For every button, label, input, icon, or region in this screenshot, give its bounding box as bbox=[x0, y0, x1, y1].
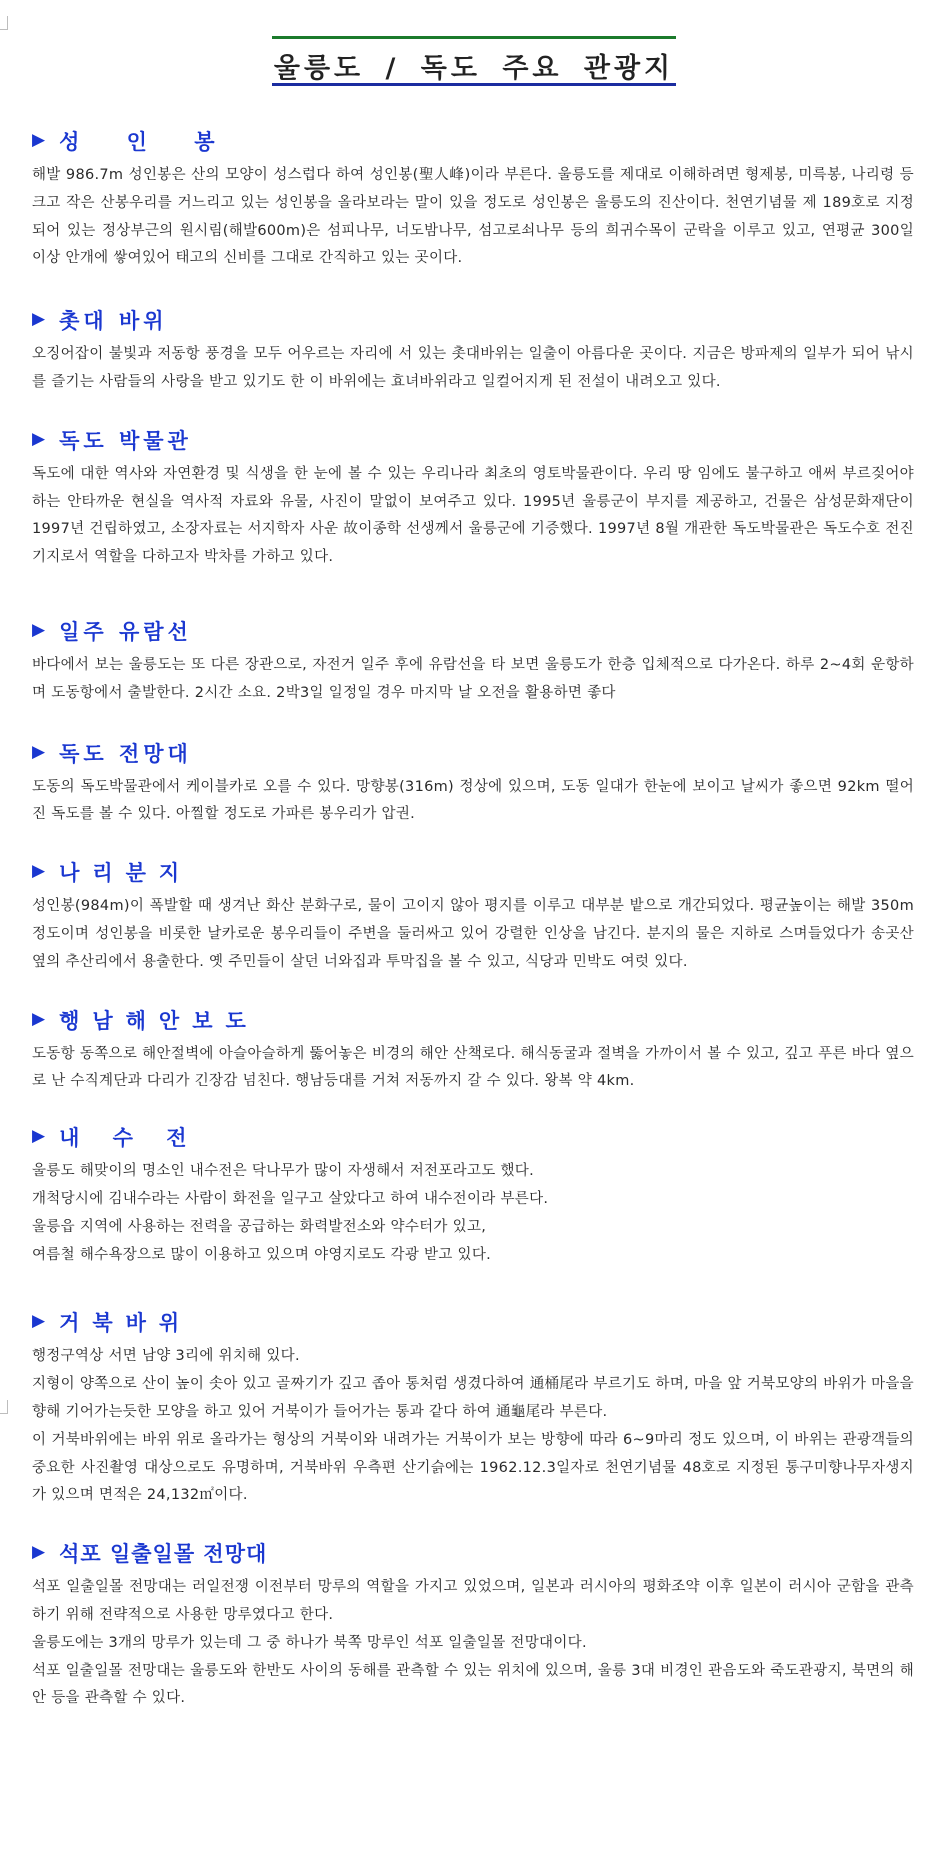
section-title: 행남해안보도 bbox=[59, 1008, 259, 1033]
section-paragraph: 지형이 양쪽으로 산이 높이 솟아 있고 골짜기가 깊고 좁아 통처럼 생겼다하여 通桶尾라 부르기도 하며, 마을 앞 거북모양의 바위가 마을을 향해 기어가는듯한 모양을 하고 있어 거북이가 들어가는 통과 같다 하여 通龜尾라 부른다. bbox=[32, 1376, 914, 1420]
section-heading bbox=[32, 303, 914, 337]
section-heading bbox=[32, 736, 914, 770]
section-body bbox=[32, 774, 914, 830]
section-heading bbox=[32, 855, 914, 889]
section-turtle-rock bbox=[32, 1305, 914, 1510]
corner-crop-mark bbox=[0, 16, 8, 30]
section-heading bbox=[32, 1120, 914, 1154]
section-heading bbox=[32, 1305, 914, 1339]
section-paragraph: 여름철 해수욕장으로 많이 이용하고 있으며 야영지로도 각광 받고 있다. bbox=[32, 1246, 492, 1263]
section-chotdae-bawi bbox=[32, 303, 914, 397]
right-triangle-icon: ▶ bbox=[32, 1311, 46, 1332]
section-dokdo-museum bbox=[32, 423, 914, 572]
section-naesujeon bbox=[32, 1120, 914, 1269]
section-body bbox=[32, 893, 914, 976]
right-triangle-icon: ▶ bbox=[32, 619, 46, 640]
section-title: 내 수 전 bbox=[59, 1126, 200, 1151]
section-haengnam-coastal-walk bbox=[32, 1003, 914, 1097]
section-body bbox=[32, 652, 914, 708]
section-heading bbox=[32, 124, 914, 158]
section-title: 촛대 바위 bbox=[59, 309, 168, 334]
right-triangle-icon: ▶ bbox=[32, 861, 46, 882]
section-paragraph: 석포 일출일몰 전망대는 러일전쟁 이전부터 망루의 역할을 가지고 있었으며, 일본과 러시아의 평화조약 이후 일본이 러시아 군함을 관측하기 위해 전략적으로 사용한 망루였다고 한다. bbox=[32, 1579, 914, 1623]
section-heading bbox=[32, 614, 914, 648]
right-triangle-icon: ▶ bbox=[32, 309, 46, 330]
section-seokpo-observatory bbox=[32, 1536, 914, 1713]
section-paragraph: 울릉도 해맞이의 명소인 내수전은 닥나무가 많이 자생해서 저전포라고도 했다. bbox=[32, 1163, 535, 1180]
section-body bbox=[32, 1343, 914, 1510]
section-title: 성 인 봉 bbox=[59, 130, 235, 154]
section-paragraph: 성인봉(984m)이 폭발할 때 생겨난 화산 분화구로, 물이 고이지 않아 평지를 이루고 대부분 밭으로 개간되었다. 평균높이는 해발 350m 정도이며 성인봉을 비롯한 날카로운 봉우리들이 주변을 둘러싸고 있어 강렬한 인상을 남긴다. 분지의 물은 지하로 스며들었다가 송곳산 옆의 추산리에서 용출한다. 옛 주민들이 살던 너와집과 투막집을 볼 수 있고, 식당과 민박도 여럿 있다. bbox=[32, 898, 914, 970]
section-heading bbox=[32, 1536, 914, 1570]
right-triangle-icon: ▶ bbox=[32, 1008, 46, 1029]
section-heading bbox=[32, 1003, 914, 1037]
sections-list bbox=[32, 124, 914, 1713]
section-paragraph: 독도에 대한 역사와 자연환경 및 식생을 한 눈에 볼 수 있는 우리나라 최초의 영토박물관이다. 우리 땅 임에도 불구하고 애써 부르짖어야 하는 안타까운 현실을 역사적 자료와 유물, 사진이 말없이 보여주고 있다. 1995년 울릉군이 부지를 제공하고, 건물은 삼성문화재단이 1997년 건립하였고, 소장자료는 서지학자 사운 故이종학 선생께서 울릉군에 기증했다. 1997년 8월 개관한 독도박물관은 독도수호 전진기지로서 역할을 다하고자 박차를 가하고 있다. bbox=[32, 465, 914, 566]
section-heading bbox=[32, 423, 914, 457]
right-triangle-icon: ▶ bbox=[32, 130, 46, 150]
right-triangle-icon: ▶ bbox=[32, 1542, 46, 1563]
section-body bbox=[32, 1574, 914, 1713]
section-paragraph: 석포 일출일몰 전망대는 울릉도와 한반도 사이의 동해를 관측할 수 있는 위치에 있으며, 울릉 3대 비경인 관음도와 죽도관광지, 북면의 해안 등을 관측할 수 있다. bbox=[32, 1662, 914, 1707]
section-paragraph: 개척당시에 김내수라는 사람이 화전을 일구고 살았다고 하여 내수전이라 부른다. bbox=[32, 1190, 549, 1207]
right-triangle-icon: ▶ bbox=[32, 428, 46, 449]
section-paragraph: 행정구역상 서면 남양 3리에 위치해 있다. bbox=[32, 1348, 300, 1365]
section-title: 독도 전망대 bbox=[59, 741, 192, 766]
section-paragraph: 울릉도에는 3개의 망루가 있는데 그 중 하나가 북쪽 망루인 석포 일출일몰 전망대이다. bbox=[32, 1634, 587, 1651]
section-paragraph: 바다에서 보는 울릉도는 또 다른 장관으로, 자전거 일주 후에 유람선을 타 보면 울릉도가 한층 입체적으로 다가온다. 하루 2~4회 운항하며 도동항에서 출발한다. 2시간 소요. 2박3일 일정일 경우 마지막 날 오전을 활용하면 좋다 bbox=[32, 656, 914, 701]
section-dokdo-observatory bbox=[32, 736, 914, 830]
page-title-box bbox=[272, 36, 676, 86]
section-title: 일주 유람선 bbox=[59, 619, 192, 644]
section-body bbox=[32, 341, 914, 397]
section-nari-basin bbox=[32, 855, 914, 976]
section-body bbox=[32, 461, 914, 572]
section-paragraph: 이 거북바위에는 바위 위로 올라가는 형상의 거북이와 내려가는 거북이가 보는 방향에 따라 6~9마리 정도 있으며, 이 바위는 관광객들의 중요한 사진촬영 대상으로도 유명하며, 거북바위 우측편 산기슭에는 1962.12.3일자로 천연기념물 48호로 지정된 통구미향나무자생지가 있으며 면적은 24,132㎡이다. bbox=[32, 1431, 914, 1504]
corner-crop-mark bbox=[0, 1400, 8, 1414]
right-triangle-icon: ▶ bbox=[32, 741, 46, 762]
right-triangle-icon: ▶ bbox=[32, 1126, 46, 1147]
section-title: 거북바위 bbox=[59, 1311, 193, 1336]
section-body bbox=[32, 1158, 914, 1269]
section-paragraph: 오징어잡이 불빛과 저동항 풍경을 모두 어우르는 자리에 서 있는 촛대바위는 일출이 아름다운 곳이다. 지금은 방파제의 일부가 되어 낚시를 즐기는 사람들의 사랑을 받고 있기도 한 이 바위에는 효녀바위라고 일컬어지게 된 전설이 내려오고 있다. bbox=[32, 346, 914, 390]
section-paragraph: 해발 986.7m 성인봉은 산의 모양이 성스럽다 하여 성인봉(聖人峰)이라 부른다. 울릉도를 제대로 이해하려면 형제봉, 미륵봉, 나리령 등 크고 작은 산봉우리를 거느리고 있는 성인봉을 올라보라는 말이 있을 정도로 성인봉은 울릉도의 진산이다. 천연기념물 제 189호로 지정되어 있는 정상부근의 원시림(해발600m)은 섬피나무, 너도밤나무, 섬고로쇠나무 등의 희귀수목이 군락을 이루고 있고, 연평균 300일 이상 안개에 쌓여있어 태고의 신비를 그대로 간직하고 있는 곳이다. bbox=[32, 167, 914, 267]
section-paragraph: 도동항 동쪽으로 해안절벽에 아슬아슬하게 뚫어놓은 비경의 해안 산책로다. 해식동굴과 절벽을 가까이서 볼 수 있고, 깊고 푸른 바다 옆으로 난 수직계단과 다리가 긴장감 넘친다. 행남등대를 거쳐 저동까지 갈 수 있다. 왕복 약 4km. bbox=[32, 1045, 914, 1090]
section-paragraph: 도동의 독도박물관에서 케이블카로 오를 수 있다. 망향봉(316m) 정상에 있으며, 도동 일대가 한눈에 보이고 날씨가 좋으면 92km 떨어진 독도를 볼 수 있다. 아찔할 정도로 가파른 봉우리가 압권. bbox=[32, 778, 914, 823]
section-body bbox=[32, 162, 914, 273]
section-title: 석포 일출일몰 전망대 bbox=[59, 1542, 268, 1567]
section-title: 나리분지 bbox=[59, 861, 193, 886]
section-seonginbong bbox=[32, 124, 914, 273]
section-body bbox=[32, 1041, 914, 1097]
section-cruise-ship bbox=[32, 614, 914, 708]
page-title: 울릉도 / 독도 주요 관광지 bbox=[273, 53, 675, 84]
section-paragraph: 울릉읍 지역에 사용하는 전력을 공급하는 화력발전소와 약수터가 있고, bbox=[32, 1218, 487, 1235]
section-title: 독도 박물관 bbox=[59, 428, 192, 453]
